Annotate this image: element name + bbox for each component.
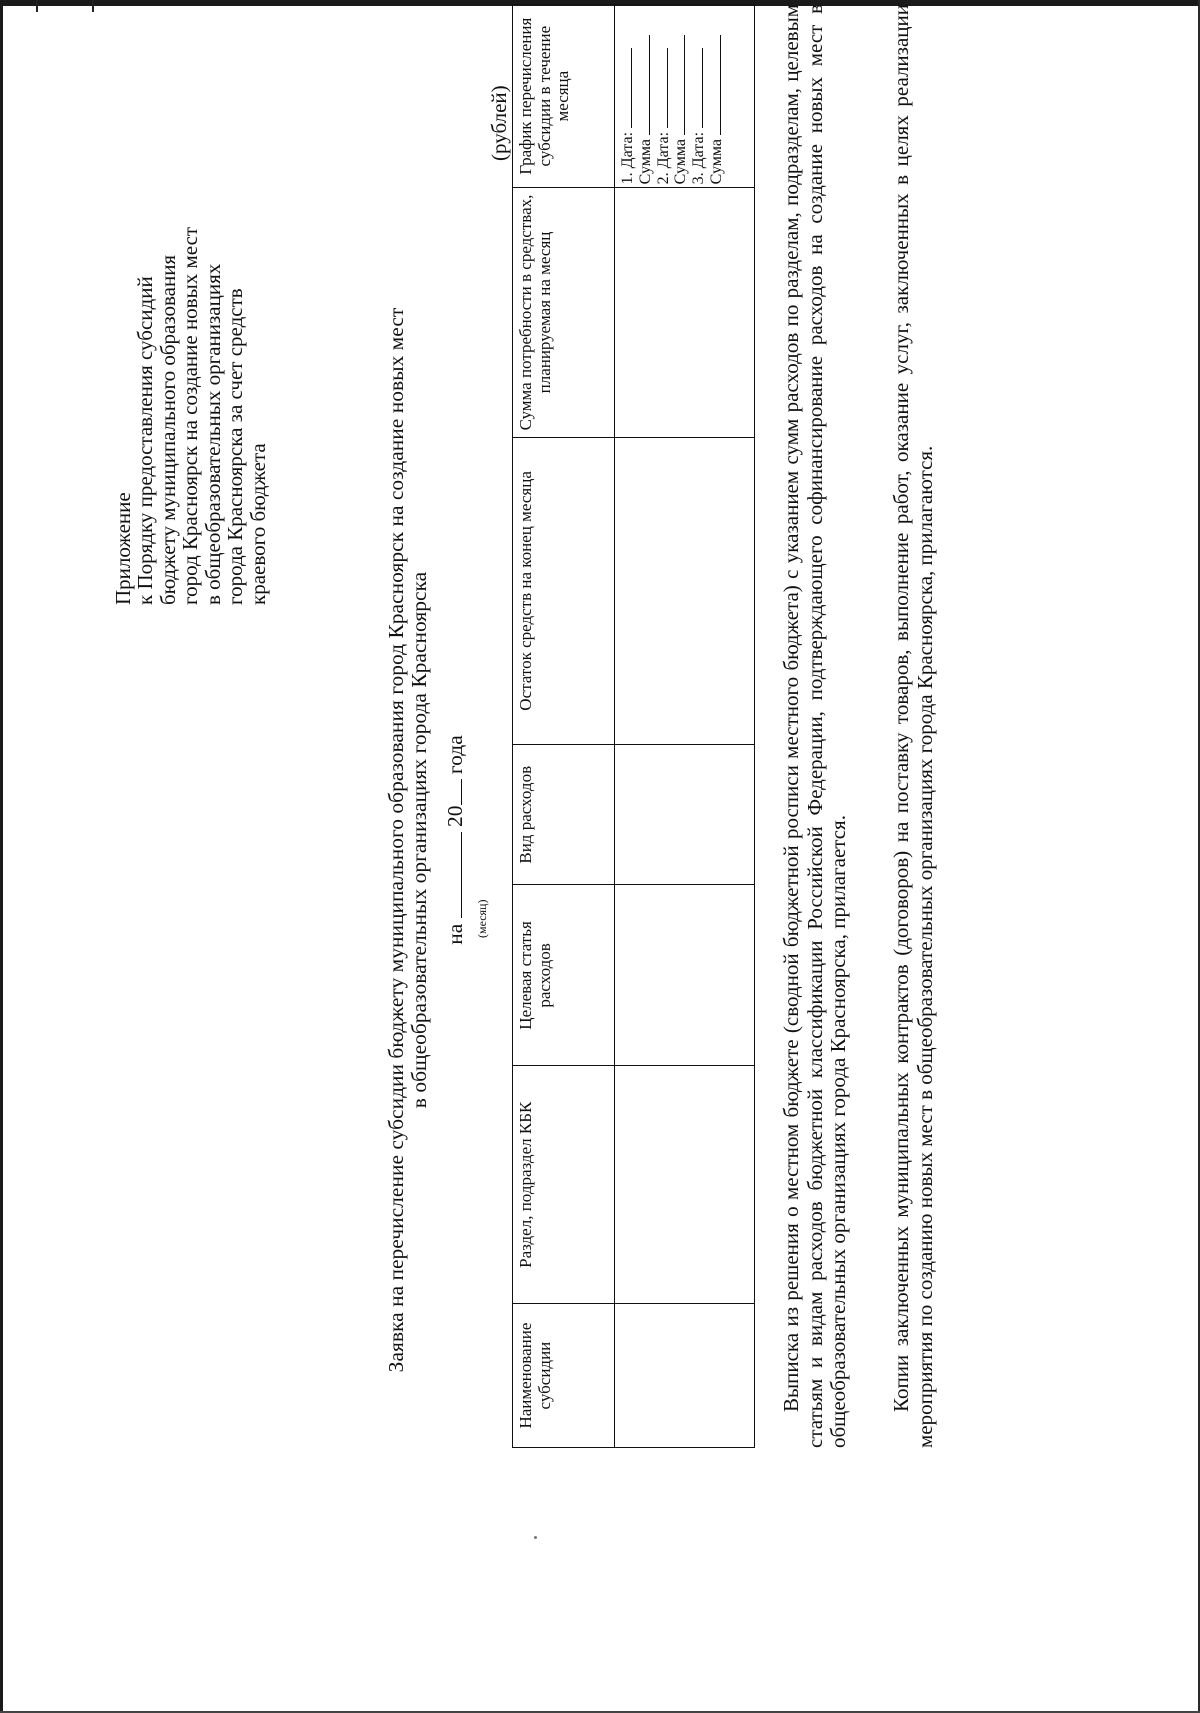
schedule-label: 2. Дата: [654,131,672,185]
table-cell [615,1066,755,1304]
fill-blank [619,48,632,128]
appendix-line: в общеобразовательных организациях [200,263,225,605]
fill-blank [637,35,650,135]
paragraph-contract-copies: Копии заключенных муниципальных контрактов (договоров) на поставку товаров, выполнение работ, оказание услуг, заключенных в целях реализации мероприятия по созданию новых мест в общеобразовательных организациях города Красноярска, прилагаются. [889,4,937,1448]
header-cell: Сумма потребности в средствах, планируемая на месяц [513,188,615,437]
table-cell [615,1304,755,1448]
schedule-line [708,8,726,184]
table-cell [615,745,755,885]
appendix-line: Приложение [111,492,135,605]
table-header-row [513,5,615,1448]
rotated-page [0,4,1200,1660]
schedule-label: Сумма [672,139,690,185]
document-title [385,20,431,1660]
year-prefix: 20 [443,805,467,827]
paragraph-budget-extract: Выписка из решения о местном бюджете (сводной бюджетной росписи местного бюджета) с указанием сумм расходов по разделам, подразделам, целевым статьям и видам расходов бюджетной классификации Российской Федерации, подтверждающего софинансирование расходов на создание новых мест в общеобразовательных организациях города Красноярска, прилагается. [779,4,851,1448]
schedule-label: Сумма [636,139,654,185]
table-row [615,5,755,1448]
title-line-1: Заявка на перечисление субсидии бюджету муниципального образования город Красноярск на создание новых мест [384,307,408,1373]
header-cell: График перечисления субсидии в течение месяца [513,5,615,188]
schedule-line [619,8,637,184]
schedule-cell [615,5,755,188]
fill-blank [655,48,668,128]
month-blank [445,832,462,918]
fill-blank [690,48,703,128]
appendix-line: бюджету муниципального образования [155,254,180,605]
fill-blank [708,35,721,135]
request-table [512,4,755,1448]
schedule-label: Сумма [707,139,725,185]
schedule-line [672,8,690,184]
year-suffix: года [443,735,467,775]
title-line-2: в общеобразовательных организациях города Красноярска [407,571,431,1109]
schedule-line [655,8,673,184]
period-line [443,20,468,1660]
table-cell [615,188,755,437]
schedule-line [637,8,655,184]
header-cell: Раздел, подраздел КБК [513,1066,615,1304]
schedule-label: 1. Дата: [619,131,636,185]
units-label: (рублей) [487,85,511,161]
year-blank [445,779,462,805]
fill-blank [672,35,685,135]
scan-mark [92,0,94,12]
appendix-line: города Красноярска за счет средств [223,288,248,605]
schedule-line [690,8,708,184]
table-cell [615,437,755,744]
month-hint: (месяц) [475,899,489,938]
appendix-header [112,45,269,605]
appendix-line: краевого бюджета [245,443,270,605]
header-cell: Целевая статья расходов [513,885,615,1066]
appendix-line: к Порядку предоставления субсидий [133,276,158,605]
period-prefix: на [443,923,467,945]
table-cell [615,885,755,1066]
header-cell: Наименование субсидии [513,1304,615,1448]
header-cell: Вид расходов [513,745,615,885]
appendix-line: город Красноярск на создание новых мест [178,226,203,605]
scan-mark [36,0,38,12]
header-cell: Остаток средств на конец месяца [513,437,615,744]
schedule-label: 3. Дата: [690,131,708,185]
